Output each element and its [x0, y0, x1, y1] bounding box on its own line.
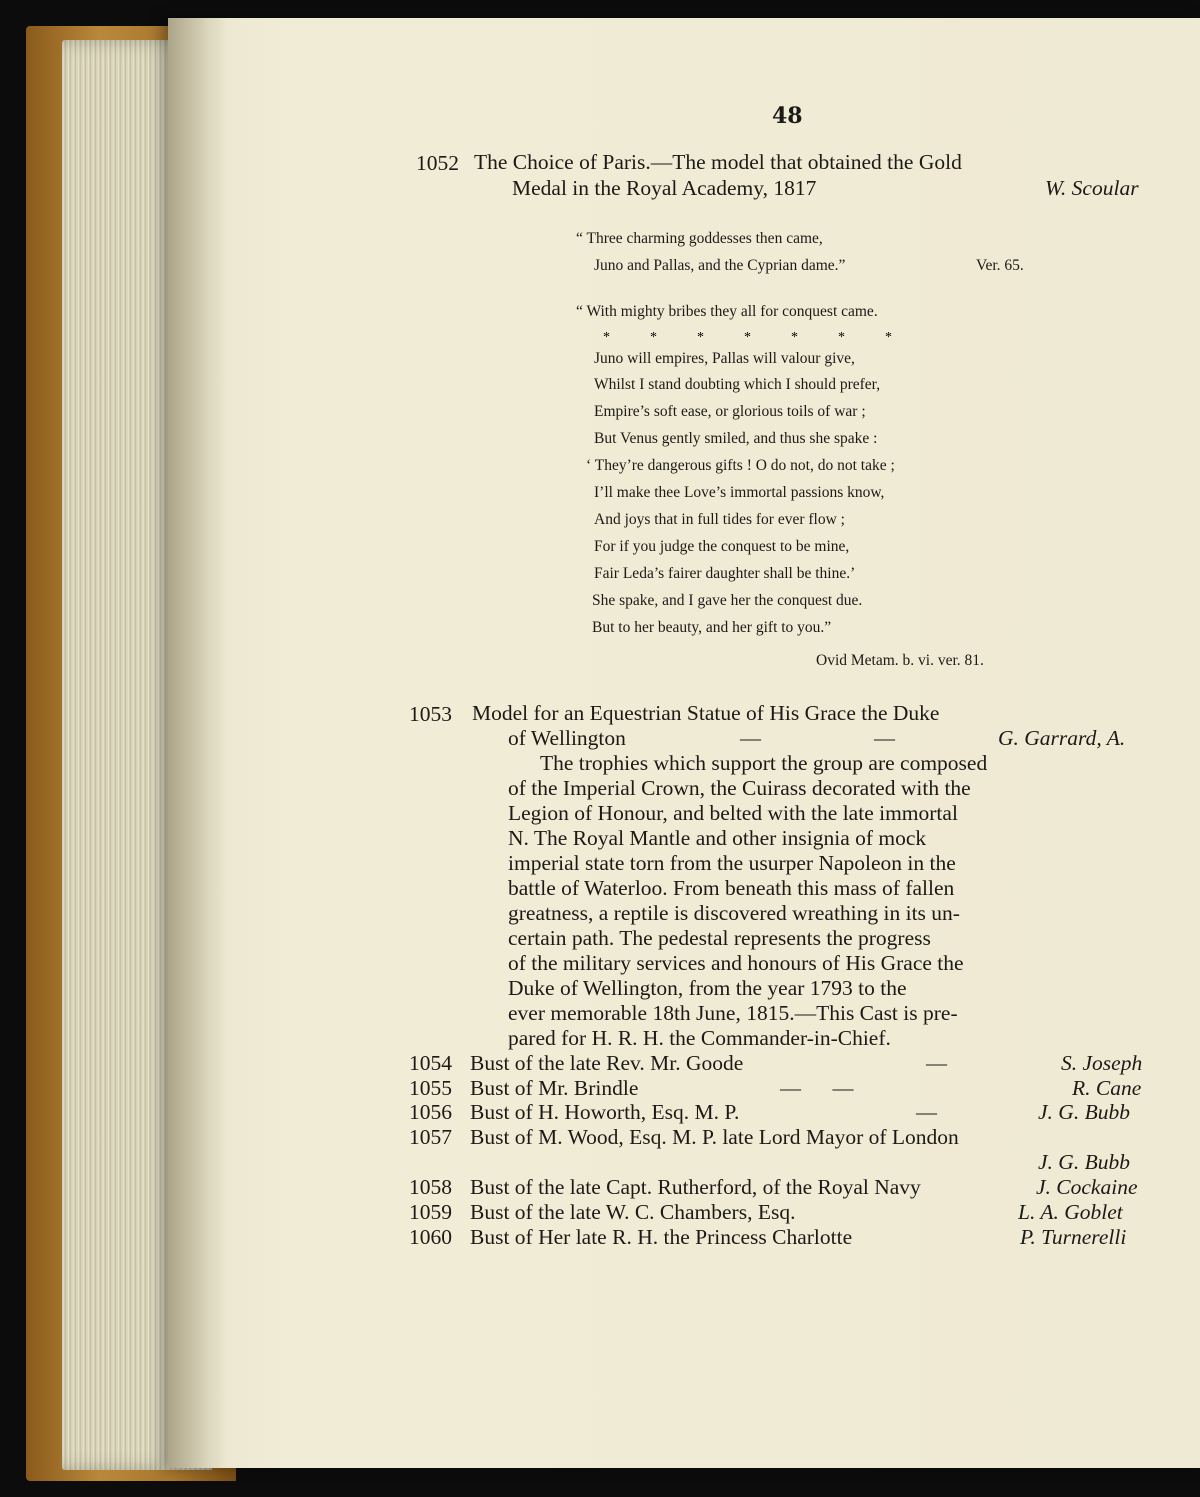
description-line: Legion of Honour, and belted with the late immortal	[508, 801, 958, 825]
entry-artist: J. G. Bubb	[1038, 1100, 1130, 1124]
entry-artist: G. Garrard, A.	[998, 726, 1126, 750]
entry-number: 1059	[409, 1200, 452, 1224]
quote-line: She spake, and I gave her the conquest due.	[592, 592, 863, 609]
asterisk: *	[650, 330, 657, 345]
entry-number: 1055	[409, 1076, 452, 1100]
quote-line: I’ll make thee Love’s immortal passions know,	[594, 484, 885, 501]
description-line: certain path. The pedestal represents the progress	[508, 926, 931, 950]
quote-reference: Ver. 65.	[976, 257, 1024, 274]
description-line: Duke of Wellington, from the year 1793 to the	[508, 976, 907, 1000]
entry-title: Bust of H. Howorth, Esq. M. P.	[470, 1100, 740, 1124]
entry-artist: J. G. Bubb	[1038, 1150, 1130, 1174]
dash: —	[926, 1051, 947, 1075]
entry-title: Bust of the late Capt. Rutherford, of the Royal Navy	[470, 1175, 921, 1199]
description-line: ever memorable 18th June, 1815.—This Cast is pre-	[508, 1001, 958, 1025]
quote-line: “ With mighty bribes they all for conquest came.	[576, 303, 878, 320]
entry-title-cont: of Wellington	[508, 726, 626, 750]
description-line: greatness, a reptile is discovered wreathing in its un-	[508, 901, 960, 925]
description-line: pared for H. R. H. the Commander-in-Chief.	[508, 1026, 891, 1050]
quote-line: “ Three charming goddesses then came,	[576, 230, 823, 247]
asterisk: *	[838, 330, 845, 345]
quote-line: And joys that in full tides for ever flow ;	[594, 511, 845, 528]
asterisk: *	[603, 330, 610, 345]
entry-artist: W. Scoular	[1045, 176, 1139, 200]
asterisk: *	[885, 330, 892, 345]
page-number: 48	[772, 103, 803, 129]
entry-title: Bust of M. Wood, Esq. M. P. late Lord Mayor of London	[470, 1125, 959, 1149]
entry-number: 1058	[409, 1175, 452, 1199]
entry-artist: J. Cockaine	[1036, 1175, 1138, 1199]
quote-line: ‘ They’re dangerous gifts ! O do not, do not take ;	[586, 457, 895, 474]
dash: —	[874, 726, 895, 750]
quote-line: Juno will empires, Pallas will valour give,	[594, 350, 855, 367]
entry-artist: S. Joseph	[1061, 1051, 1143, 1075]
quote-line: But Venus gently smiled, and thus she spake :	[594, 430, 878, 447]
entry-number: 1052	[416, 151, 459, 175]
quote-line: For if you judge the conquest to be mine,	[594, 538, 850, 555]
entry-title-cont: Medal in the Royal Academy, 1817	[512, 176, 817, 200]
dash: —	[740, 726, 761, 750]
entry-artist: L. A. Goblet	[1018, 1200, 1123, 1224]
entry-title: The Choice of Paris.—The model that obtained the Gold	[474, 150, 962, 174]
description-line: N. The Royal Mantle and other insignia of mock	[508, 826, 927, 850]
entry-title: Bust of the late Rev. Mr. Goode	[470, 1051, 744, 1075]
asterisk: *	[697, 330, 704, 345]
entry-title: Bust of the late W. C. Chambers, Esq.	[470, 1200, 796, 1224]
dash: — —	[780, 1076, 854, 1100]
asterisk: *	[791, 330, 798, 345]
description-line: battle of Waterloo. From beneath this mass of fallen	[508, 876, 955, 900]
quote-line: Fair Leda’s fairer daughter shall be thine.’	[594, 565, 856, 582]
description-line: of the Imperial Crown, the Cuirass decorated with the	[508, 776, 971, 800]
asterisk: *	[744, 330, 751, 345]
book-page	[168, 18, 1200, 1468]
entry-title: Model for an Equestrian Statue of His Grace the Duke	[472, 701, 940, 725]
quote-line: Juno and Pallas, and the Cyprian dame.”	[594, 257, 846, 274]
entry-number: 1053	[409, 702, 452, 726]
entry-number: 1060	[409, 1225, 452, 1249]
entry-title: Bust of Mr. Brindle	[470, 1076, 639, 1100]
description-line: of the military services and honours of His Grace the	[508, 951, 964, 975]
entry-number: 1057	[409, 1125, 452, 1149]
dash: —	[916, 1100, 937, 1124]
entry-artist: R. Cane	[1072, 1076, 1142, 1100]
description-line: The trophies which support the group are composed	[540, 751, 988, 775]
entry-artist: P. Turnerelli	[1020, 1225, 1127, 1249]
entry-number: 1054	[409, 1051, 452, 1075]
quote-source: Ovid Metam. b. vi. ver. 81.	[816, 652, 984, 669]
quote-line: Whilst I stand doubting which I should prefer,	[594, 376, 881, 393]
description-line: imperial state torn from the usurper Napoleon in the	[508, 851, 956, 875]
entry-number: 1056	[409, 1100, 452, 1124]
entry-title: Bust of Her late R. H. the Princess Charlotte	[470, 1225, 853, 1249]
quote-line: Empire’s soft ease, or glorious toils of war ;	[594, 403, 866, 420]
quote-line: But to her beauty, and her gift to you.”	[592, 619, 832, 636]
